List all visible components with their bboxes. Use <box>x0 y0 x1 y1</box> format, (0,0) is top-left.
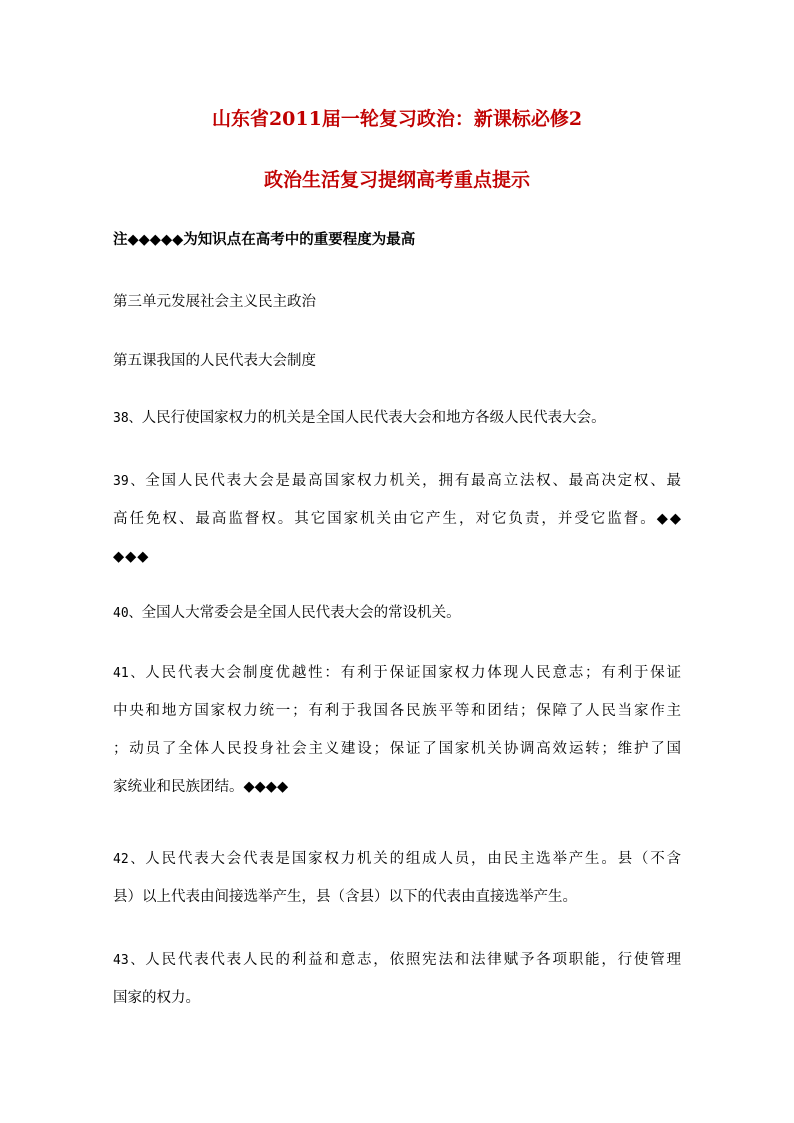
item-text-row: 全国人民代表大会是最高国家权力机关，拥有最高立法权、最高决定权、最 <box>145 473 681 489</box>
item-number: 41、 <box>113 666 146 681</box>
list-item-40 <box>113 594 681 632</box>
item-text-row: 全国人大常委会是全国人民代表大会的常设机关。 <box>141 605 461 621</box>
importance-note: 注◆◆◆◆◆为知识点在高考中的重要程度为最高 <box>113 231 416 248</box>
item-text-row: 人民代表大会代表是国家权力机关的组成人员，由民主选举产生。县（不含 <box>145 851 681 867</box>
list-item-42 <box>113 840 681 916</box>
item-text-row: 县）以上代表由间接选举产生，县（含县）以下的代表由直接选举产生。 <box>113 889 577 905</box>
item-text-row: 人民代表大会制度优越性：有利于保证国家权力体现人民意志；有利于保证 <box>145 665 681 681</box>
unit-heading: 第三单元发展社会主义民主政治 <box>113 294 316 310</box>
list-item-43 <box>113 941 681 1017</box>
list-item-38 <box>113 399 681 437</box>
document-subtitle: 政治生活复习提纲高考重点提示 <box>263 169 530 191</box>
list-item-39 <box>113 462 681 576</box>
item-text-row: 家统业和民族团结。◆◆◆◆ <box>113 779 289 795</box>
list-item-41 <box>113 654 681 806</box>
item-number: 42、 <box>113 852 146 867</box>
item-text-row: 人民行使国家权力的机关是全国人民代表大会和地方各级人民代表大会。 <box>141 410 606 426</box>
item-number: 38、 <box>113 411 142 426</box>
item-number: 40、 <box>113 606 142 621</box>
item-text-row: 人民代表代表人民的利益和意志，依照宪法和法律赋予各项职能，行使管理 <box>145 952 681 968</box>
item-text-row: 国家的权力。 <box>113 990 200 1006</box>
item-number: 39、 <box>113 474 146 489</box>
item-text-row: 中央和地方国家权力统一；有利于我国各民族平等和团结；保障了人民当家作主 <box>113 703 681 719</box>
item-text-row: ；动员了全体人民投身社会主义建设；保证了国家机关协调高效运转；维护了国 <box>113 741 681 757</box>
item-text-row: ◆◆◆ <box>113 549 150 565</box>
lesson-heading: 第五课我国的人民代表大会制度 <box>113 353 316 369</box>
item-text-row: 高任免权、最高监督权。其它国家机关由它产生，对它负责，并受它监督。◆◆ <box>113 511 681 527</box>
document-title: 山东省2011届一轮复习政治：新课标必修2 <box>211 108 583 130</box>
item-number: 43、 <box>113 953 146 968</box>
